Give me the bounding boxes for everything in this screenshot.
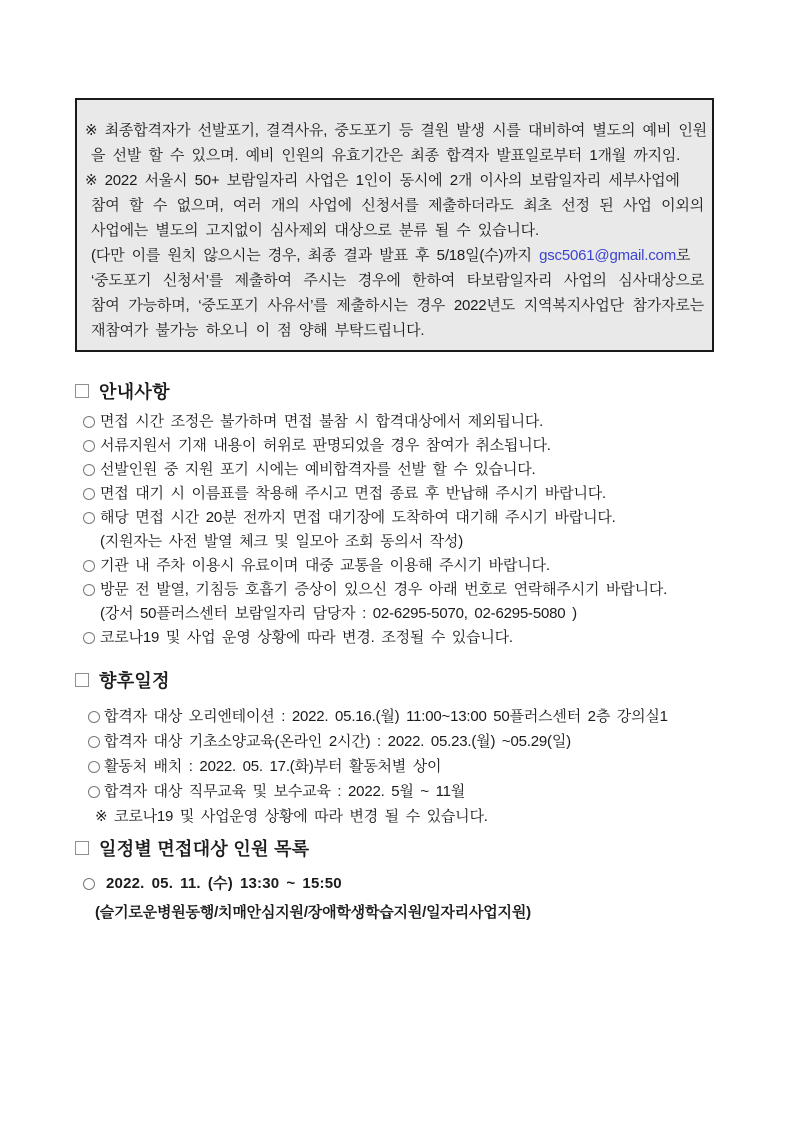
notice-line: ※ 2022 서울시 50+ 보람일자리 사업은 1인이 동시에 2개 이사의 보람일자리 세부사업에 (85, 172, 680, 189)
guide-item (75, 626, 740, 650)
section-interview-title: 일정별 면접대상 인원 목록 (99, 839, 310, 859)
guide-item (75, 506, 740, 530)
interview-teams: (슬기로운병원동행/치매안심지원/장애학생학습지원/일자리사업지원) (95, 904, 531, 921)
square-bullet-icon (75, 841, 89, 855)
circle-bullet-icon (83, 878, 95, 890)
notice-line: ※ 최종합격자가 선발포기, 결격사유, 중도포기 등 결원 발생 시를 대비하여 별도의 예비 인원 (85, 122, 707, 139)
schedule-item-text: 합격자 대상 오리엔테이션 : 2022. 05.16.(월) 11:00~13:00 50플러스센터 2층 강의실1 (104, 708, 668, 725)
schedule-note: ※ 코로나19 및 사업운영 상황에 따라 변경 될 수 있습니다. (95, 808, 488, 825)
guide-item-text: 서류지원서 기재 내용이 허위로 판명되었을 경우 참여가 취소됩니다. (100, 437, 551, 454)
guide-item (75, 458, 740, 482)
schedule-item-text: 합격자 대상 기초소양교육(온라인 2시간) : 2022. 05.23.(월) ~05.29(일) (104, 733, 571, 750)
schedule-item (75, 754, 740, 779)
schedule-item-text: 활동처 배치 : 2022. 05. 17.(화)부터 활동처별 상이 (104, 758, 442, 775)
email-link[interactable]: gsc5061@gmail.com (539, 247, 676, 264)
circle-bullet-icon (83, 416, 95, 428)
section-schedule-title: 향후일정 (99, 671, 170, 691)
section-schedule (75, 668, 740, 829)
circle-bullet-icon (88, 736, 100, 748)
circle-bullet-icon (88, 786, 100, 798)
circle-bullet-icon (83, 632, 95, 644)
guide-item-text: 해당 면접 시간 20분 전까지 면접 대기장에 도착하여 대기해 주시기 바랍니다. (100, 509, 616, 526)
notice-line: 을 선발 할 수 있으며. 예비 인원의 유효기간은 최종 합격자 발표일로부터 1개월 까지임. (91, 147, 681, 164)
circle-bullet-icon (83, 464, 95, 476)
guide-item-text: 면접 대기 시 이름표를 착용해 주시고 면접 종료 후 반납해 주시기 바랍니다. (100, 485, 607, 502)
section-guide-title: 안내사항 (99, 382, 170, 402)
guide-item (75, 554, 740, 578)
guide-item-text: 기관 내 주차 이용시 유료이며 대중 교통을 이용해 주시기 바랍니다. (100, 557, 550, 574)
guide-item-text: 코로나19 및 사업 운영 상황에 따라 변경. 조정될 수 있습니다. (100, 629, 513, 646)
guide-item-text: 방문 전 발열, 기침등 호흡기 증상이 있으신 경우 아래 번호로 연락해주시기 바랍니다. (100, 581, 668, 598)
section-interview-list (75, 836, 740, 926)
circle-bullet-icon (83, 488, 95, 500)
section-schedule-header (75, 668, 740, 692)
notice-email-after: 로 (676, 247, 691, 264)
circle-bullet-icon (83, 560, 95, 572)
schedule-item (75, 779, 740, 804)
section-guide (75, 379, 740, 650)
square-bullet-icon (75, 673, 89, 687)
notice-line: 재참여가 불가능 하오니 이 점 양해 부탁드립니다. (91, 322, 425, 339)
circle-bullet-icon (83, 440, 95, 452)
interview-slot-text: 2022. 05. 11. (수) 13:30 ~ 15:50 (106, 875, 342, 892)
circle-bullet-icon (88, 711, 100, 723)
circle-bullet-icon (83, 512, 95, 524)
guide-item (75, 410, 740, 434)
guide-item (75, 482, 740, 506)
section-guide-header (75, 379, 740, 403)
notice-email-before: (다만 이를 원치 않으시는 경우, 최종 결과 발표 후 5/18일(수)까지 (91, 247, 540, 264)
notice-line: 참여 할 수 없으며, 여러 개의 사업에 신청서를 제출하더라도 최초 선정 된 사업 이외의 (91, 197, 704, 214)
circle-bullet-icon (83, 584, 95, 596)
notice-line: 사업에는 별도의 고지없이 심사제외 대상으로 분류 될 수 있습니다. (91, 222, 539, 239)
notice-line: ‘중도포기 신청서’를 제출하여 주시는 경우에 한하여 타보람일자리 사업의 심사대상으로 (91, 272, 704, 289)
square-bullet-icon (75, 384, 89, 398)
guide-item-text: 선발인원 중 지원 포기 시에는 예비합격자를 선발 할 수 있습니다. (100, 461, 536, 478)
guide-item (75, 578, 740, 602)
guide-item-subline: (지원자는 사전 발열 체크 및 일모아 조회 동의서 작성) (100, 533, 464, 550)
interview-slot (75, 871, 740, 897)
notice-line: 참여 가능하며, ‘중도포기 사유서’를 제출하시는 경우 2022년도 지역복지사업단 참가자로는 (91, 297, 704, 314)
schedule-item-text: 합격자 대상 직무교육 및 보수교육 : 2022. 5월 ~ 11월 (104, 783, 466, 800)
section-interview-header (75, 836, 740, 860)
circle-bullet-icon (88, 761, 100, 773)
guide-item (75, 434, 740, 458)
notice-line-email (85, 243, 704, 268)
notice-box (75, 98, 714, 352)
schedule-item (75, 729, 740, 754)
schedule-item (75, 704, 740, 729)
guide-item-text: 면접 시간 조정은 불가하며 면접 불참 시 합격대상에서 제외됩니다. (100, 413, 544, 430)
guide-item-subline: (강서 50플러스센터 보람일자리 담당자 : 02-6295-5070, 02-6295-5080 ) (100, 605, 577, 622)
